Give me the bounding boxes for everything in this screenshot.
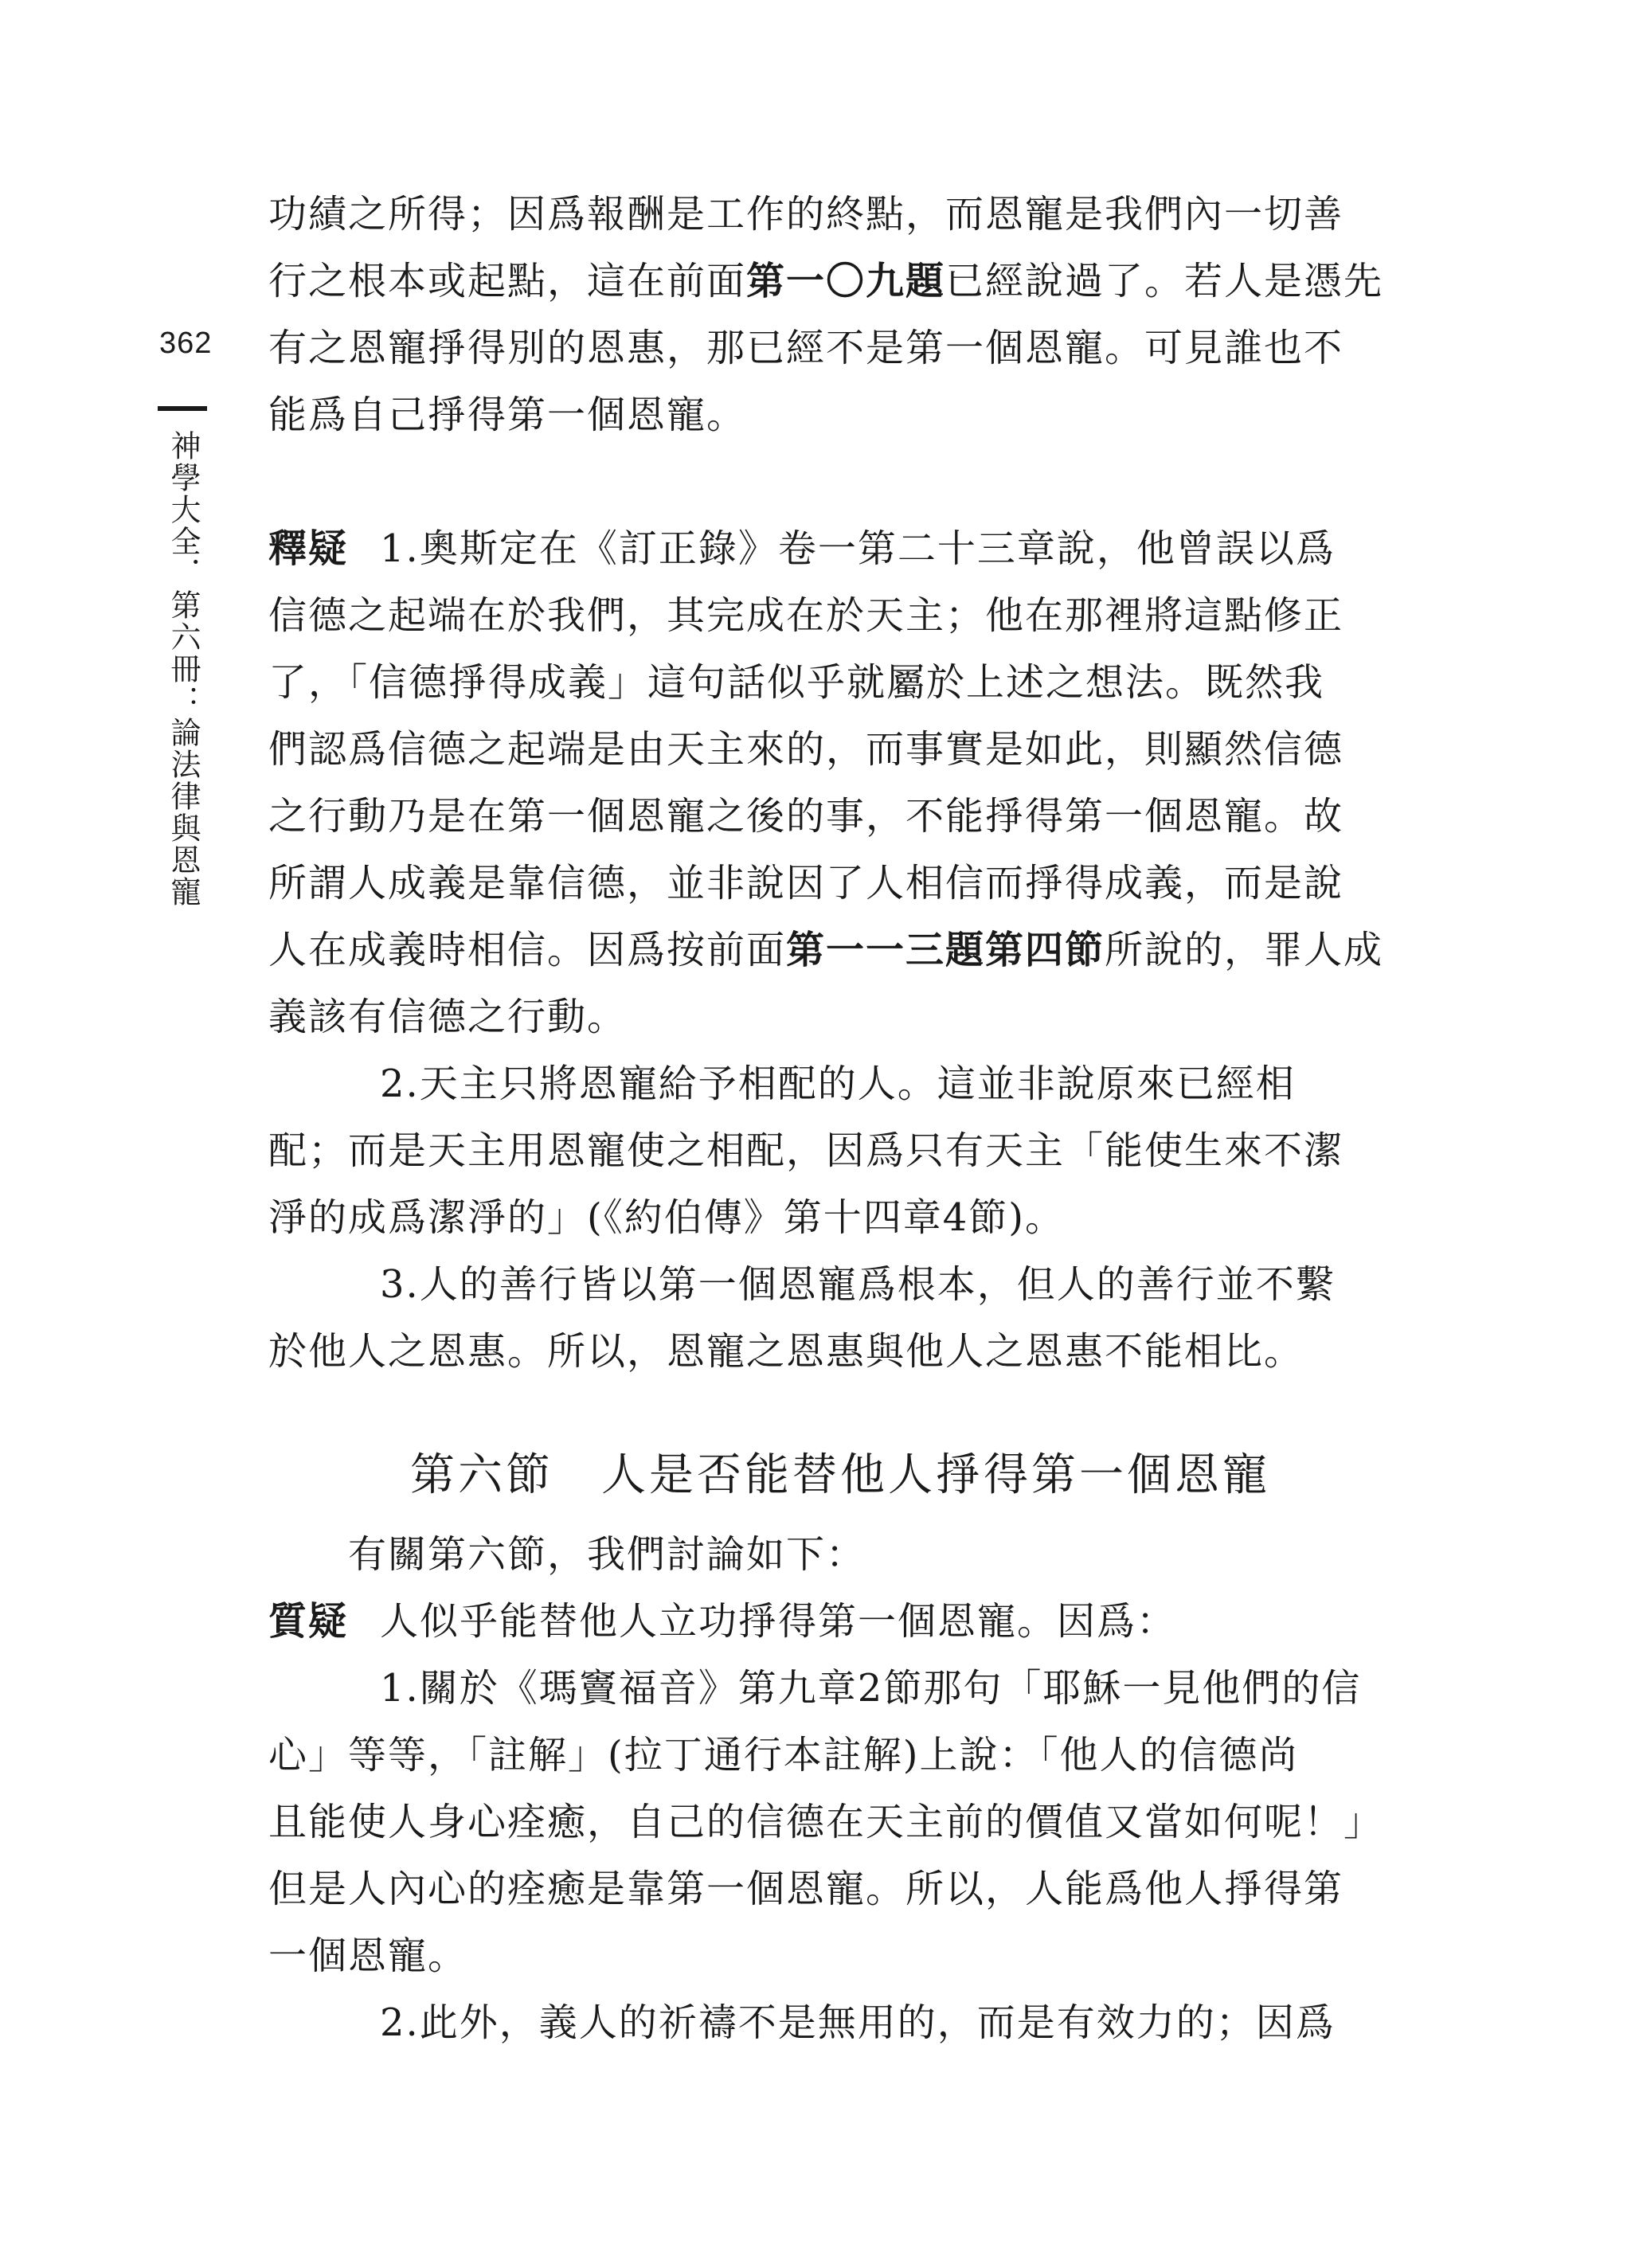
text-line: 能爲自己掙得第一個恩寵。 (268, 393, 747, 437)
text-run: 人在成義時相信。因爲按前面 (268, 928, 787, 972)
text-line (268, 917, 1423, 983)
objection-section (268, 1521, 1423, 2056)
cross-reference: 第一一三題第四節 (786, 928, 1105, 972)
text-line: 有之恩寵掙得別的恩惠，那已經不是第一個恩寵。可見誰也不 (268, 326, 1344, 370)
text-line: 一個恩寵。 (268, 1934, 468, 1978)
text-line: 了，「信德掙得成義」這句話似乎就屬於上述之想法。既然我 (268, 660, 1325, 705)
text-run: 人似乎能替他人立功掙得第一個恩寵。因爲： (380, 1599, 1177, 1644)
text-line: 配；而是天主用恩寵使之相配，因爲只有天主「能使生來不潔 (268, 1128, 1344, 1173)
text-line: 但是人內心的痊癒是靠第一個恩寵。所以，人能爲他人掙得第 (268, 1867, 1344, 1911)
running-title: 神學大全．第六冊：論法律與恩寵 (166, 430, 201, 908)
text-run: 行之根本或起點，這在前面 (268, 259, 747, 303)
text-line: 且能使人身心痊癒，自己的信德在天主前的價值又當如何呢！」 (268, 1800, 1384, 1844)
side-rule (158, 406, 207, 411)
cross-reference: 第一〇九題 (746, 259, 946, 303)
section-heading (410, 1440, 1270, 1504)
text-line: 信德之起端在於我們，其完成在於天主；他在那裡將這點修正 (268, 593, 1344, 638)
text-line (268, 248, 1423, 315)
text-line: 3.人的善行皆以第一個恩寵爲根本，但人的善行並不繫 (380, 1262, 1336, 1307)
reply-label: 釋疑 (268, 526, 349, 571)
text-line: 2.此外，義人的祈禱不是無用的，而是有效力的；因爲 (380, 2000, 1336, 2045)
text-line (268, 1588, 1423, 1655)
text-line (268, 515, 1423, 582)
text-line: 所謂人成義是靠信德，並非說因了人相信而掙得成義，而是說 (268, 861, 1344, 905)
text-line: 2.天主只將恩寵給予相配的人。這並非說原來已經相 (380, 1062, 1296, 1106)
text-line: 心」等等，「註解」(拉丁通行本註解)上說：「他人的信德尚 (268, 1733, 1299, 1777)
text-line: 功績之所得；因爲報酬是工作的終點，而恩寵是我們內一切善 (268, 192, 1344, 237)
page-number: 362 (159, 327, 213, 360)
text-line: 們認爲信德之起端是由天主來的，而事實是如此，則顯然信德 (268, 727, 1344, 772)
paragraph-1 (268, 181, 1423, 448)
text-run: 已經說過了。若人是憑先 (945, 259, 1384, 303)
text-line: 之行動乃是在第一個恩寵之後的事，不能掙得第一個恩寵。故 (268, 794, 1344, 839)
text-line: 淨的成爲潔淨的」(《約伯傳》第十四章4節)。 (268, 1195, 1065, 1240)
text-line: 1.關於《瑪竇福音》第九章2節那句「耶穌一見他們的信 (380, 1666, 1362, 1711)
reply-section (268, 515, 1423, 1385)
text-line: 於他人之恩惠。所以，恩寵之恩惠與他人之恩惠不能相比。 (268, 1329, 1304, 1374)
text-run: 1.奧斯定在《訂正錄》卷一第二十三章說，他曾誤以爲 (380, 526, 1336, 571)
objection-label: 質疑 (268, 1599, 349, 1644)
section-intro: 有關第六節，我們討論如下： (348, 1532, 866, 1577)
text-run: 所說的，罪人成 (1105, 928, 1384, 972)
section-number: 第六節 (410, 1449, 553, 1501)
section-title: 人是否能替他人掙得第一個恩寵 (601, 1449, 1270, 1501)
text-line: 義該有信德之行動。 (268, 995, 628, 1039)
